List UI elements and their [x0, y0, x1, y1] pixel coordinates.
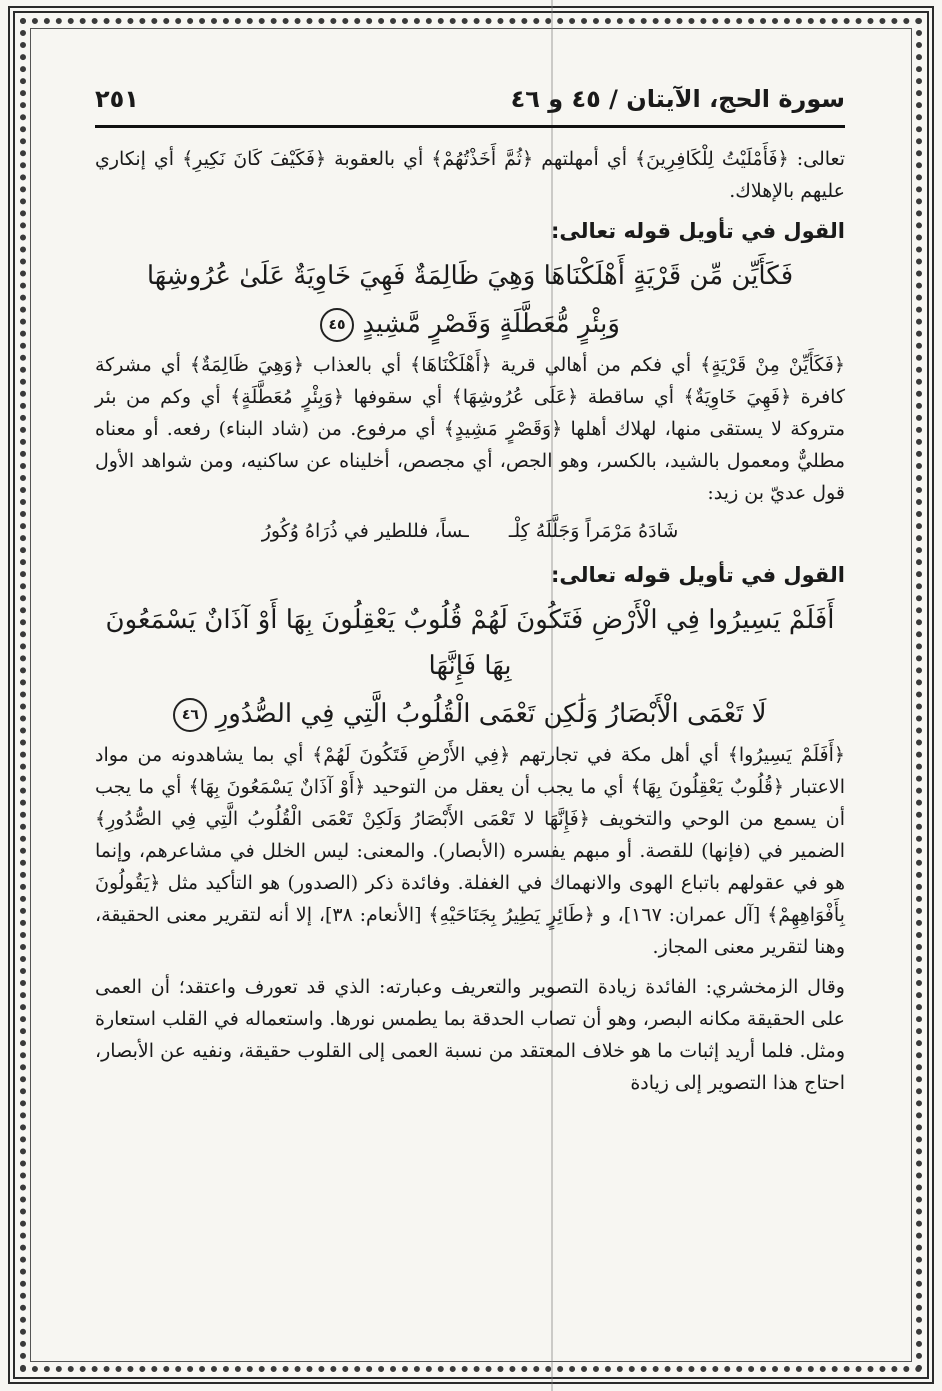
paragraph-4: وقال الزمخشري: الفائدة زيادة التصوير والتعريف وعبارته: الذي قد تعورف واعتقد؛ أن العمى على الحقيقة مكانه البصر، وهو أن تصاب الحدقة بما يطمس نورها. واستعماله في القلب استعارة ومثل. فلما أريد إثبات ما هو خلاف المعتقد من نسبة العمى إلى القلوب حقيقة، ونفيه عن الأبصار، احتاج هذا التصوير إلى زيادة [95, 976, 845, 1094]
section-heading-2: القول في تأويل قوله تعالى: [551, 563, 845, 587]
verse-46-line-1: أَفَلَمْ يَسِيرُوا فِي الْأَرْضِ فَتَكُونَ لَهُمْ قُلُوبٌ يَعْقِلُونَ بِهَا أَوْ آذَانٌ يَسْمَعُونَ بِهَا فَإِنَّهَا [105, 605, 835, 681]
verse-45-line-1: فَكَأَيِّن مِّن قَرْيَةٍ أَهْلَكْنَاهَا وَهِيَ ظَالِمَةٌ فَهِيَ خَاوِيَةٌ عَلَىٰ عُرُوشِهَا [146, 261, 794, 291]
paragraph-3: ﴿أَفَلَمْ يَسِيرُوا﴾ أي أهل مكة في تجارتهم ﴿فِي الأَرْضِ فَتَكُونَ لَهُمْ﴾ أي بما يشاهدونه من مواد الاعتبار ﴿قُلُوبٌ يَعْقِلُونَ بِهَا﴾ أي ما يجب أن يعقل من التوحيد ﴿أَوْ آذَانٌ يَسْمَعُونَ بِهَا﴾ أي ما يجب أن يسمع من الوحي والتخويف ﴿فَإِنَّهَا لا تَعْمَى الأَبْصَارُ وَلَكِنْ تَعْمَى الْقُلُوبُ الَّتِي فِي الصُّدُورِ﴾ الضمير في (فإنها) للقصة. أو مبهم يفسره (الأبصار). والمعنى: ليس الخلل في مشاعرهم، وإنما هو في عقولهم باتباع الهوى والانهماك في الغفلة. وفائدة ذكر (الصدور) هو التأكيد مثل ﴿يَقُولُونَ بِأَفْوَاهِهِمْ﴾ [آل عمران: ١٦٧]، و ﴿طَائِرٍ يَطِيرُ بِجَنَاحَيْهِ﴾ [الأنعام: ٣٨]، إلا أنه لتقرير معنى الحقيقة، وهنا لتقرير معنى المجاز. [95, 744, 845, 958]
page-body [95, 143, 845, 1099]
verse-number-45: ٤٥ [320, 308, 354, 342]
verse-46-line-2-text: لَا تَعْمَى الْأَبْصَارُ وَلَٰكِن تَعْمَى الْقُلُوبُ الَّتِي فِي الصُّدُورِ [215, 699, 767, 729]
page-header [95, 84, 845, 120]
poem-verse [95, 511, 845, 551]
verse-45-line-2 [95, 301, 845, 347]
paragraph-1: تعالى: ﴿فَأَمْلَيْتُ لِلْكَافِرِينَ﴾ أي أمهلتهم ﴿ثُمَّ أَخَذْتُهُمْ﴾ أي بالعقوبة ﴿فَكَيْفَ كَانَ نَكِيرِ﴾ أي إنكاري عليهم بالإهلاك. [95, 148, 845, 202]
header-rule [95, 125, 845, 128]
page-number: ٢٥١ [95, 85, 139, 113]
section-heading-1: القول في تأويل قوله تعالى: [551, 219, 845, 243]
verse-number-46: ٤٦ [173, 698, 207, 732]
paragraph-2: ﴿فَكَأَيِّنْ مِنْ قَرْيَةٍ﴾ أي فكم من أهالي قرية ﴿أَهْلَكْنَاهَا﴾ أي بالعذاب ﴿وَهِيَ ظَالِمَةٌ﴾ أي مشركة كافرة ﴿فَهِيَ خَاوِيَةٌ﴾ أي ساقطة ﴿عَلَى عُرُوشِهَا﴾ أي سقوفها ﴿وَبِئْرٍ مُعَطَّلَةٍ﴾ أي وكم من بئر متروكة لا يستقى منها، لهلاك أهلها ﴿وَقَصْرٍ مَشِيدٍ﴾ أي مرفوع. من (شاد البناء) رفعه. أو معناه مطليٌّ ومعمول بالشيد، بالكسر، وهو الجص، أي مجصص، أخليناه عن ساكنيه، ومن شواهد الأول قول عديّ بن زيد: [95, 354, 845, 504]
verse-46-line-2 [95, 691, 845, 737]
poem-second-hemistich: ـساً، فللطير في ذُرَاهُ وُكُورُ [261, 520, 469, 542]
verse-45-line-2-text: وَبِئْرٍ مُّعَطَّلَةٍ وَقَصْرٍ مَّشِيدٍ [362, 309, 620, 339]
poem-first-hemistich: شَادَهُ مَرْمَراً وَجَلَّلَهُ كِلْـ [508, 520, 679, 542]
running-title: سورة الحج، الآيتان / ٤٥ و ٤٦ [510, 85, 845, 113]
